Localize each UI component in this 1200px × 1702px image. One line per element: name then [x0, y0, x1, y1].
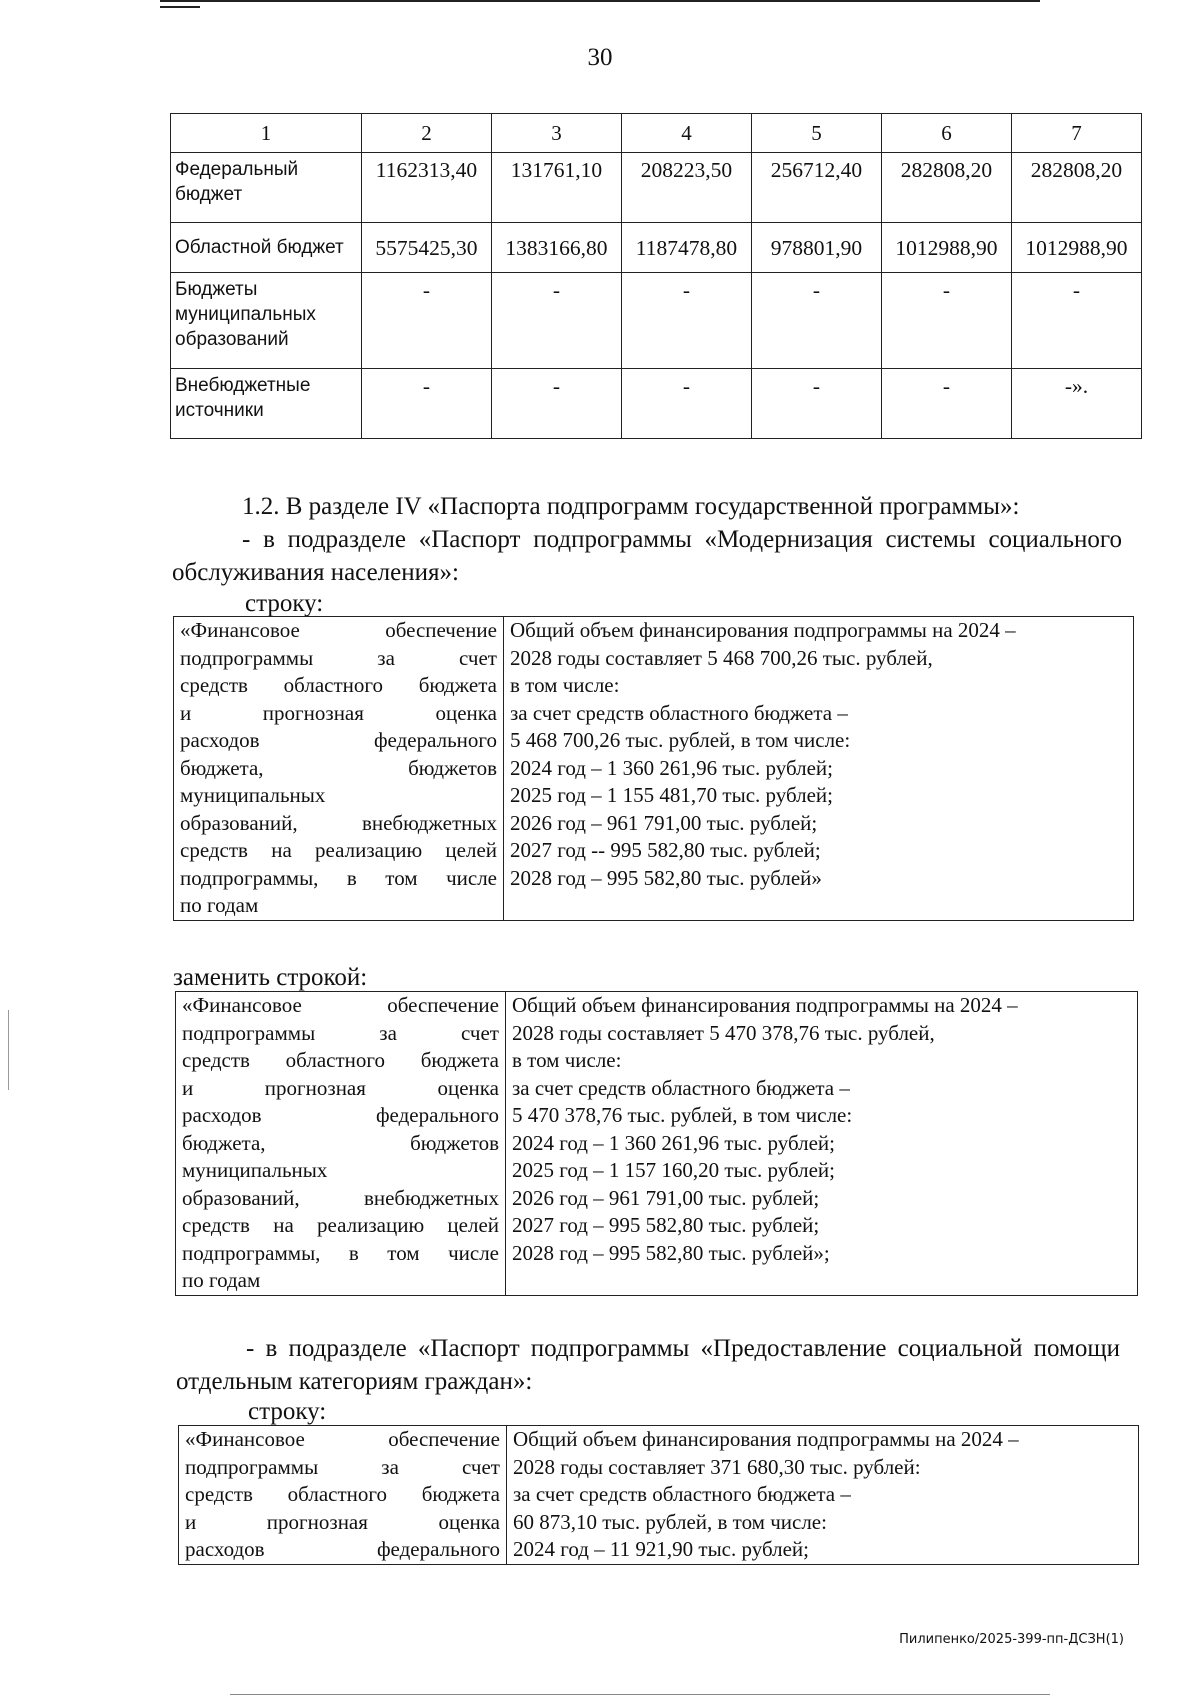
value-cell: 208223,50 [621, 153, 751, 223]
header-cell: 1 [171, 114, 362, 153]
value-line: 2027 год -- 995 582,80 тыс. рублей; [510, 838, 821, 862]
label-line: муниципальных [180, 783, 326, 807]
label-line: бюджета, бюджетов [180, 755, 497, 780]
value-cell: - [751, 369, 881, 439]
value-cell: - [491, 273, 621, 369]
value-line: за счет средств областного бюджета – [510, 700, 848, 725]
header-cell: 3 [491, 114, 621, 153]
value-cell: - [621, 273, 751, 369]
label-line: и прогнозная оценка [182, 1075, 499, 1100]
value-line: 2028 годы составляет 5 468 700,26 тыс. рублей, [510, 645, 933, 670]
section-heading: 1.2. В разделе IV «Паспорта подпрограмм государственной программы»: [242, 493, 1020, 520]
value-cell: 256712,40 [751, 153, 881, 223]
stroku-label: строку: [245, 590, 324, 617]
value-cell: 1383166,80 [491, 223, 621, 273]
label-line: образований, внебюджетных [180, 810, 497, 835]
financing-label-cell [176, 992, 506, 1296]
budget-table [170, 113, 1142, 439]
value-cell: - [361, 369, 491, 439]
page-number: 30 [587, 44, 613, 71]
label-line: подпрограммы за счет [185, 1454, 500, 1479]
value-cell: 5575425,30 [361, 223, 491, 273]
label-line: расходов федерального [185, 1537, 500, 1561]
label-line: муниципальных [182, 1158, 328, 1182]
value-line: 5 468 700,26 тыс. рублей, в том числе: [510, 728, 851, 752]
value-line: в том числе: [512, 1048, 622, 1072]
value-line: 2024 год – 1 360 261,96 тыс. рублей; [512, 1130, 836, 1155]
value-line: 60 873,10 тыс. рублей, в том числе: [513, 1509, 827, 1534]
label-line: расходов федерального [182, 1103, 499, 1127]
value-line: Общий объем финансирования подпрограммы на 2024 – [513, 1427, 1019, 1451]
label-line: средств на реализацию целей [182, 1213, 499, 1237]
budget-table-header [171, 114, 1142, 153]
stroku-label-2: строку: [248, 1398, 327, 1425]
financing-label-cell [174, 617, 504, 921]
value-line: за счет средств областного бюджета – [513, 1482, 851, 1506]
value-line: 2028 годы составляет 371 680,30 тыс. рублей: [513, 1454, 921, 1479]
value-cell: 1012988,90 [881, 223, 1011, 273]
value-line: 2028 год – 995 582,80 тыс. рублей» [510, 865, 822, 890]
value-cell: 978801,90 [751, 223, 881, 273]
value-cell: -». [1011, 369, 1141, 439]
label-line: средств областного бюджета [182, 1048, 499, 1072]
value-line: 2024 год – 11 921,90 тыс. рублей; [513, 1537, 809, 1561]
label-line: средств областного бюджета [180, 673, 497, 697]
value-line: 2027 год – 995 582,80 тыс. рублей; [512, 1213, 820, 1237]
label-line: и прогнозная оценка [180, 700, 497, 725]
value-cell: - [881, 369, 1011, 439]
top-rule [160, 0, 1040, 2]
value-cell: - [881, 273, 1011, 369]
header-cell: 7 [1011, 114, 1141, 153]
label-line: «Финансовое обеспечение [180, 618, 497, 642]
financing-table-social-aid [178, 1425, 1139, 1565]
table-row [179, 1426, 1139, 1565]
label-line: расходов федерального [180, 728, 497, 752]
label-line: по годам [182, 1268, 261, 1292]
value-cell: - [621, 369, 751, 439]
label-line: «Финансовое обеспечение [182, 993, 499, 1017]
value-cell: 282808,20 [1011, 153, 1141, 223]
label-line: подпрограммы за счет [182, 1020, 499, 1045]
header-cell: 5 [751, 114, 881, 153]
label-line: подпрограммы за счет [180, 645, 497, 670]
value-line: Общий объем финансирования подпрограммы на 2024 – [510, 618, 1016, 642]
top-rule-mark [160, 6, 200, 8]
table-row [174, 617, 1134, 921]
value-line: за счет средств областного бюджета – [512, 1075, 850, 1100]
value-line: 2028 годы составляет 5 470 378,76 тыс. рублей, [512, 1020, 935, 1045]
row-label: Внебюджетные источники [171, 369, 362, 439]
value-line: в том числе: [510, 673, 620, 697]
financing-table-new [175, 991, 1138, 1296]
value-line: 2025 год – 1 155 481,70 тыс. рублей; [510, 783, 834, 807]
financing-label-cell [179, 1426, 507, 1565]
label-line: подпрограммы, в том числе [180, 865, 497, 890]
value-cell: - [361, 273, 491, 369]
table-row [171, 273, 1142, 369]
table-row [176, 992, 1138, 1296]
label-line: средств на реализацию целей [180, 838, 497, 862]
row-label: Бюджеты муниципальных образований [171, 273, 362, 369]
document-footer-code: Пилипенко/2025-399-пп-ДСЗН(1) [899, 1632, 1124, 1647]
replace-with-label: заменить строкой: [173, 964, 368, 991]
subsection-1-text: - в подразделе «Паспорт подпрограммы «Модернизация системы социального обслуживания населения»: [172, 526, 1122, 586]
value-cell: 131761,10 [491, 153, 621, 223]
label-line: средств областного бюджета [185, 1482, 500, 1506]
header-cell: 6 [881, 114, 1011, 153]
value-line: 2025 год – 1 157 160,20 тыс. рублей; [512, 1158, 836, 1182]
value-line: 2024 год – 1 360 261,96 тыс. рублей; [510, 755, 834, 780]
value-cell: - [751, 273, 881, 369]
label-line: подпрограммы, в том числе [182, 1240, 499, 1265]
table-row [171, 153, 1142, 223]
value-line: 2026 год – 961 791,00 тыс. рублей; [510, 810, 818, 835]
value-cell: 1012988,90 [1011, 223, 1141, 273]
label-line: по годам [180, 893, 259, 917]
financing-value-cell [504, 617, 1134, 921]
subsection-2-text: - в подразделе «Паспорт подпрограммы «Предоставление социальной помощи отдельным категориям граждан»: [176, 1335, 1120, 1395]
label-line: бюджета, бюджетов [182, 1130, 499, 1155]
label-line: и прогнозная оценка [185, 1509, 500, 1534]
header-cell: 4 [621, 114, 751, 153]
financing-value-cell [507, 1426, 1139, 1565]
label-line: образований, внебюджетных [182, 1185, 499, 1210]
table-row [171, 223, 1142, 273]
value-line: 5 470 378,76 тыс. рублей, в том числе: [512, 1103, 853, 1127]
value-cell: - [1011, 273, 1141, 369]
header-cell: 2 [361, 114, 491, 153]
row-label: Федеральный бюджет [171, 153, 362, 223]
value-line: Общий объем финансирования подпрограммы на 2024 – [512, 993, 1018, 1017]
value-cell: 282808,20 [881, 153, 1011, 223]
value-cell: 1187478,80 [621, 223, 751, 273]
bottom-rule [230, 1694, 1050, 1695]
row-label: Областной бюджет [171, 223, 362, 273]
value-cell: - [491, 369, 621, 439]
label-line: «Финансовое обеспечение [185, 1427, 500, 1451]
value-cell: 1162313,40 [361, 153, 491, 223]
value-line: 2026 год – 961 791,00 тыс. рублей; [512, 1185, 820, 1210]
scan-margin-mark [8, 1010, 9, 1090]
financing-value-cell [506, 992, 1138, 1296]
value-line: 2028 год – 995 582,80 тыс. рублей»; [512, 1240, 830, 1265]
table-row [171, 369, 1142, 439]
financing-table-old [173, 616, 1134, 921]
